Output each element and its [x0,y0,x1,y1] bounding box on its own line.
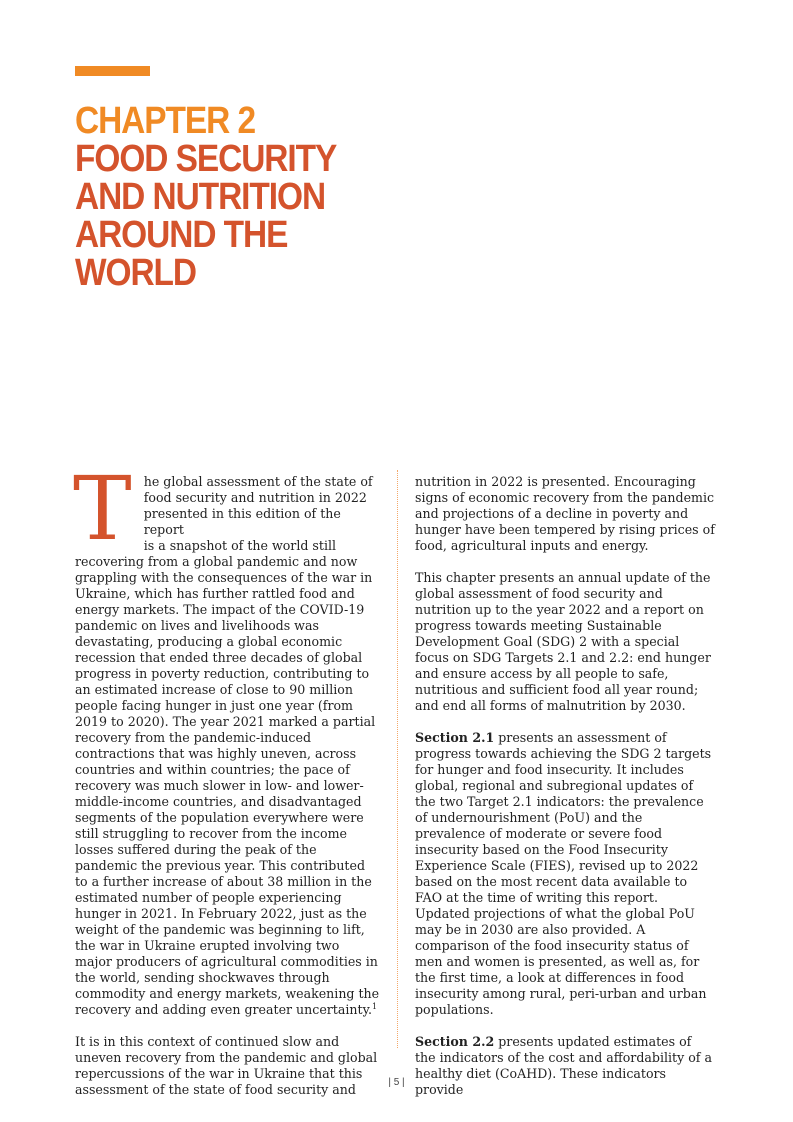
body-paragraph: This chapter presents an annual update of the global assessment of food security and nutrition up to the year 2022 and a report on progress towards meeting Sustainable Development Goal (SDG) 2 with a special focus on SDG Targets 2.1 and 2.2: end hunger and ensure access by all people to safe, nutritious and sufficient food all year round; and end all forms of malnutrition by 2030. [415,570,711,713]
footnote-marker[interactable]: 1 [372,1001,378,1011]
lead-line: food security and nutrition in 2022 [143,490,367,505]
intro-paragraph-text: is a snapshot of the world still recovering from a global pandemic and now grappling with the consequences of the war in Ukraine, which has further rattled food and energy markets. The impact of the COVID-19 pandemic on lives and livelihoods was devastating, producing a global economic recession that ended three decades of global progress in poverty reduction, contributing to an estimated increase of close to 90 million people facing hunger in just one year (from 2019 to 2020). The year 2021 marked a partial recovery from the pandemic-induced contractions that was highly uneven, across countries and within countries; the pace of recovery was much slower in low- and lower-middle-income countries, and disadvantaged segments of the population everywhere were still struggling to recover from the income losses suffered during the peak of the pandemic the previous year. This contributed to a further increase of about 38 million in the estimated number of people experiencing hunger in 2021. In February 2022, just as the weight of the pandemic was beginning to lift, the war in Ukraine erupted involving two major producers of agricultural commodities in the world, sending shockwaves through commodity and energy markets, weakening the recovery and adding even greater uncertainty. [75,538,380,1017]
chapter-label: CHAPTER 2 [75,100,256,142]
section-2-2-text: presents updated estimates of the indicators of the cost and affordability of a healthy diet (CoAHD). These indicators provide [415,1034,712,1097]
chapter-title-line: FOOD SECURITY [75,138,337,180]
section-reference: Section 2.2 [415,1034,495,1049]
section-2-1-paragraph [415,730,715,1018]
lead-line: presented in this edition of the report [143,506,341,537]
lead-line: he global assessment of the state of [143,474,373,489]
accent-bar [75,66,150,76]
drop-cap: T [73,457,132,560]
section-2-1-text: presents an assessment of progress towards achieving the SDG 2 targets for hunger and food insecurity. It includes global, regional and subregional updates of the two Target 2.1 indicators: the prevalence of undernourishment (PoU) and the prevalence of moderate or severe food insecurity based on the Food Insecurity Experience Scale (FIES), revised up to 2022 based on the most recent data available to FAO at the time of writing this report. Updated projections of what the global PoU may be in 2030 are also provided. A comparison of the food insecurity status of men and women is presented, as well as, for the first time, a look at differences in food insecurity among rural, peri-urban and urban populations. [415,730,712,1017]
column-divider [397,470,398,1048]
body-paragraph: It is in this context of continued slow and uneven recovery from the pandemic and global repercussions of the war in Ukraine that this assessment of the state of food security and [75,1034,378,1097]
page-number: | 5 | [388,1077,405,1088]
chapter-title-line: AROUND THE [75,214,288,256]
body-paragraph: nutrition in 2022 is presented. Encouraging signs of economic recovery from the pandemic and projections of a decline in poverty and hunger have been tempered by rising prices of food, agricultural inputs and energy. [415,474,715,553]
right-column [415,474,715,1098]
chapter-heading [75,102,405,292]
chapter-title-line: AND NUTRITION [75,176,326,218]
section-reference: Section 2.1 [415,730,495,745]
left-column [73,457,380,1098]
section-2-2-paragraph [415,1034,715,1098]
intro-paragraph [73,457,380,1018]
chapter-title-line: WORLD [75,252,197,294]
